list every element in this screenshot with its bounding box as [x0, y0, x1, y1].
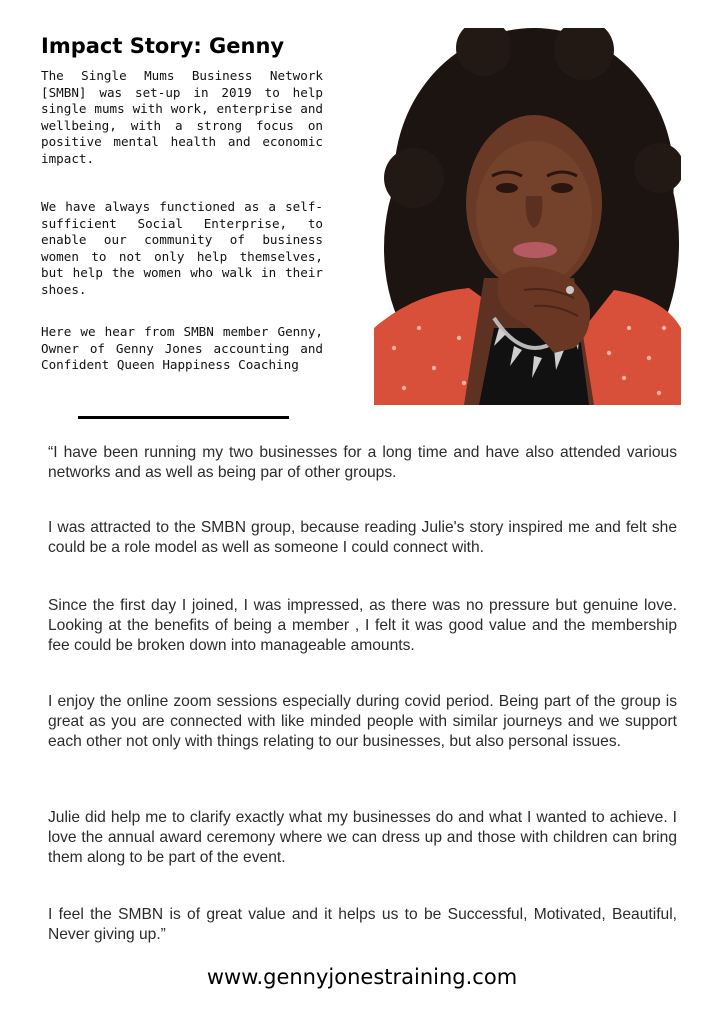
portrait-illustration — [374, 28, 681, 405]
quote-paragraph-1: “I have been running my two businesses for a long time and have also attended various networks and as well as being par of other groups. — [48, 444, 677, 481]
portrait-photo — [374, 28, 681, 405]
quote-paragraph-3: Since the first day I joined, I was impressed, as there was no pressure but genuine love. Looking at the benefits of being a member , I felt it was good value and the membership fee could be broken down into manageable amounts. — [48, 597, 677, 654]
section-divider — [78, 416, 289, 419]
page-title: Impact Story: Genny — [41, 34, 285, 58]
intro-paragraph-2: We have always functioned as a self-sufficient Social Enterprise, to enable our community of business women to not only help themselves, but help the women who walk in their shoes. — [41, 199, 323, 297]
quote-paragraph-6: I feel the SMBN is of great value and it helps us to be Successful, Motivated, Beautiful, Never giving up.” — [48, 906, 677, 943]
quote-paragraph-2: I was attracted to the SMBN group, because reading Julie's story inspired me and felt she could be a role model as well as someone I could connect with. — [48, 519, 677, 556]
website-url: www.gennyjonestraining.com — [206, 965, 518, 989]
quote-paragraph-4: I enjoy the online zoom sessions especially during covid period. Being part of the group is great as you are connected with like minded people with similar journeys and we support each other not only with things relating to our businesses, but also personal issues. — [48, 693, 677, 750]
quote-paragraph-5: Julie did help me to clarify exactly what my businesses do and what I wanted to achieve. I love the annual award ceremony where we can dress up and those with children can bring them along to be part of the event. — [48, 809, 677, 866]
intro-paragraph-1: The Single Mums Business Network [SMBN] was set-up in 2019 to help single mums with work, enterprise and wellbeing, with a strong focus on positive mental health and economic impact. — [41, 68, 323, 166]
intro-paragraph-3: Here we hear from SMBN member Genny, Owner of Genny Jones accounting and Confident Queen Happiness Coaching — [41, 324, 323, 372]
